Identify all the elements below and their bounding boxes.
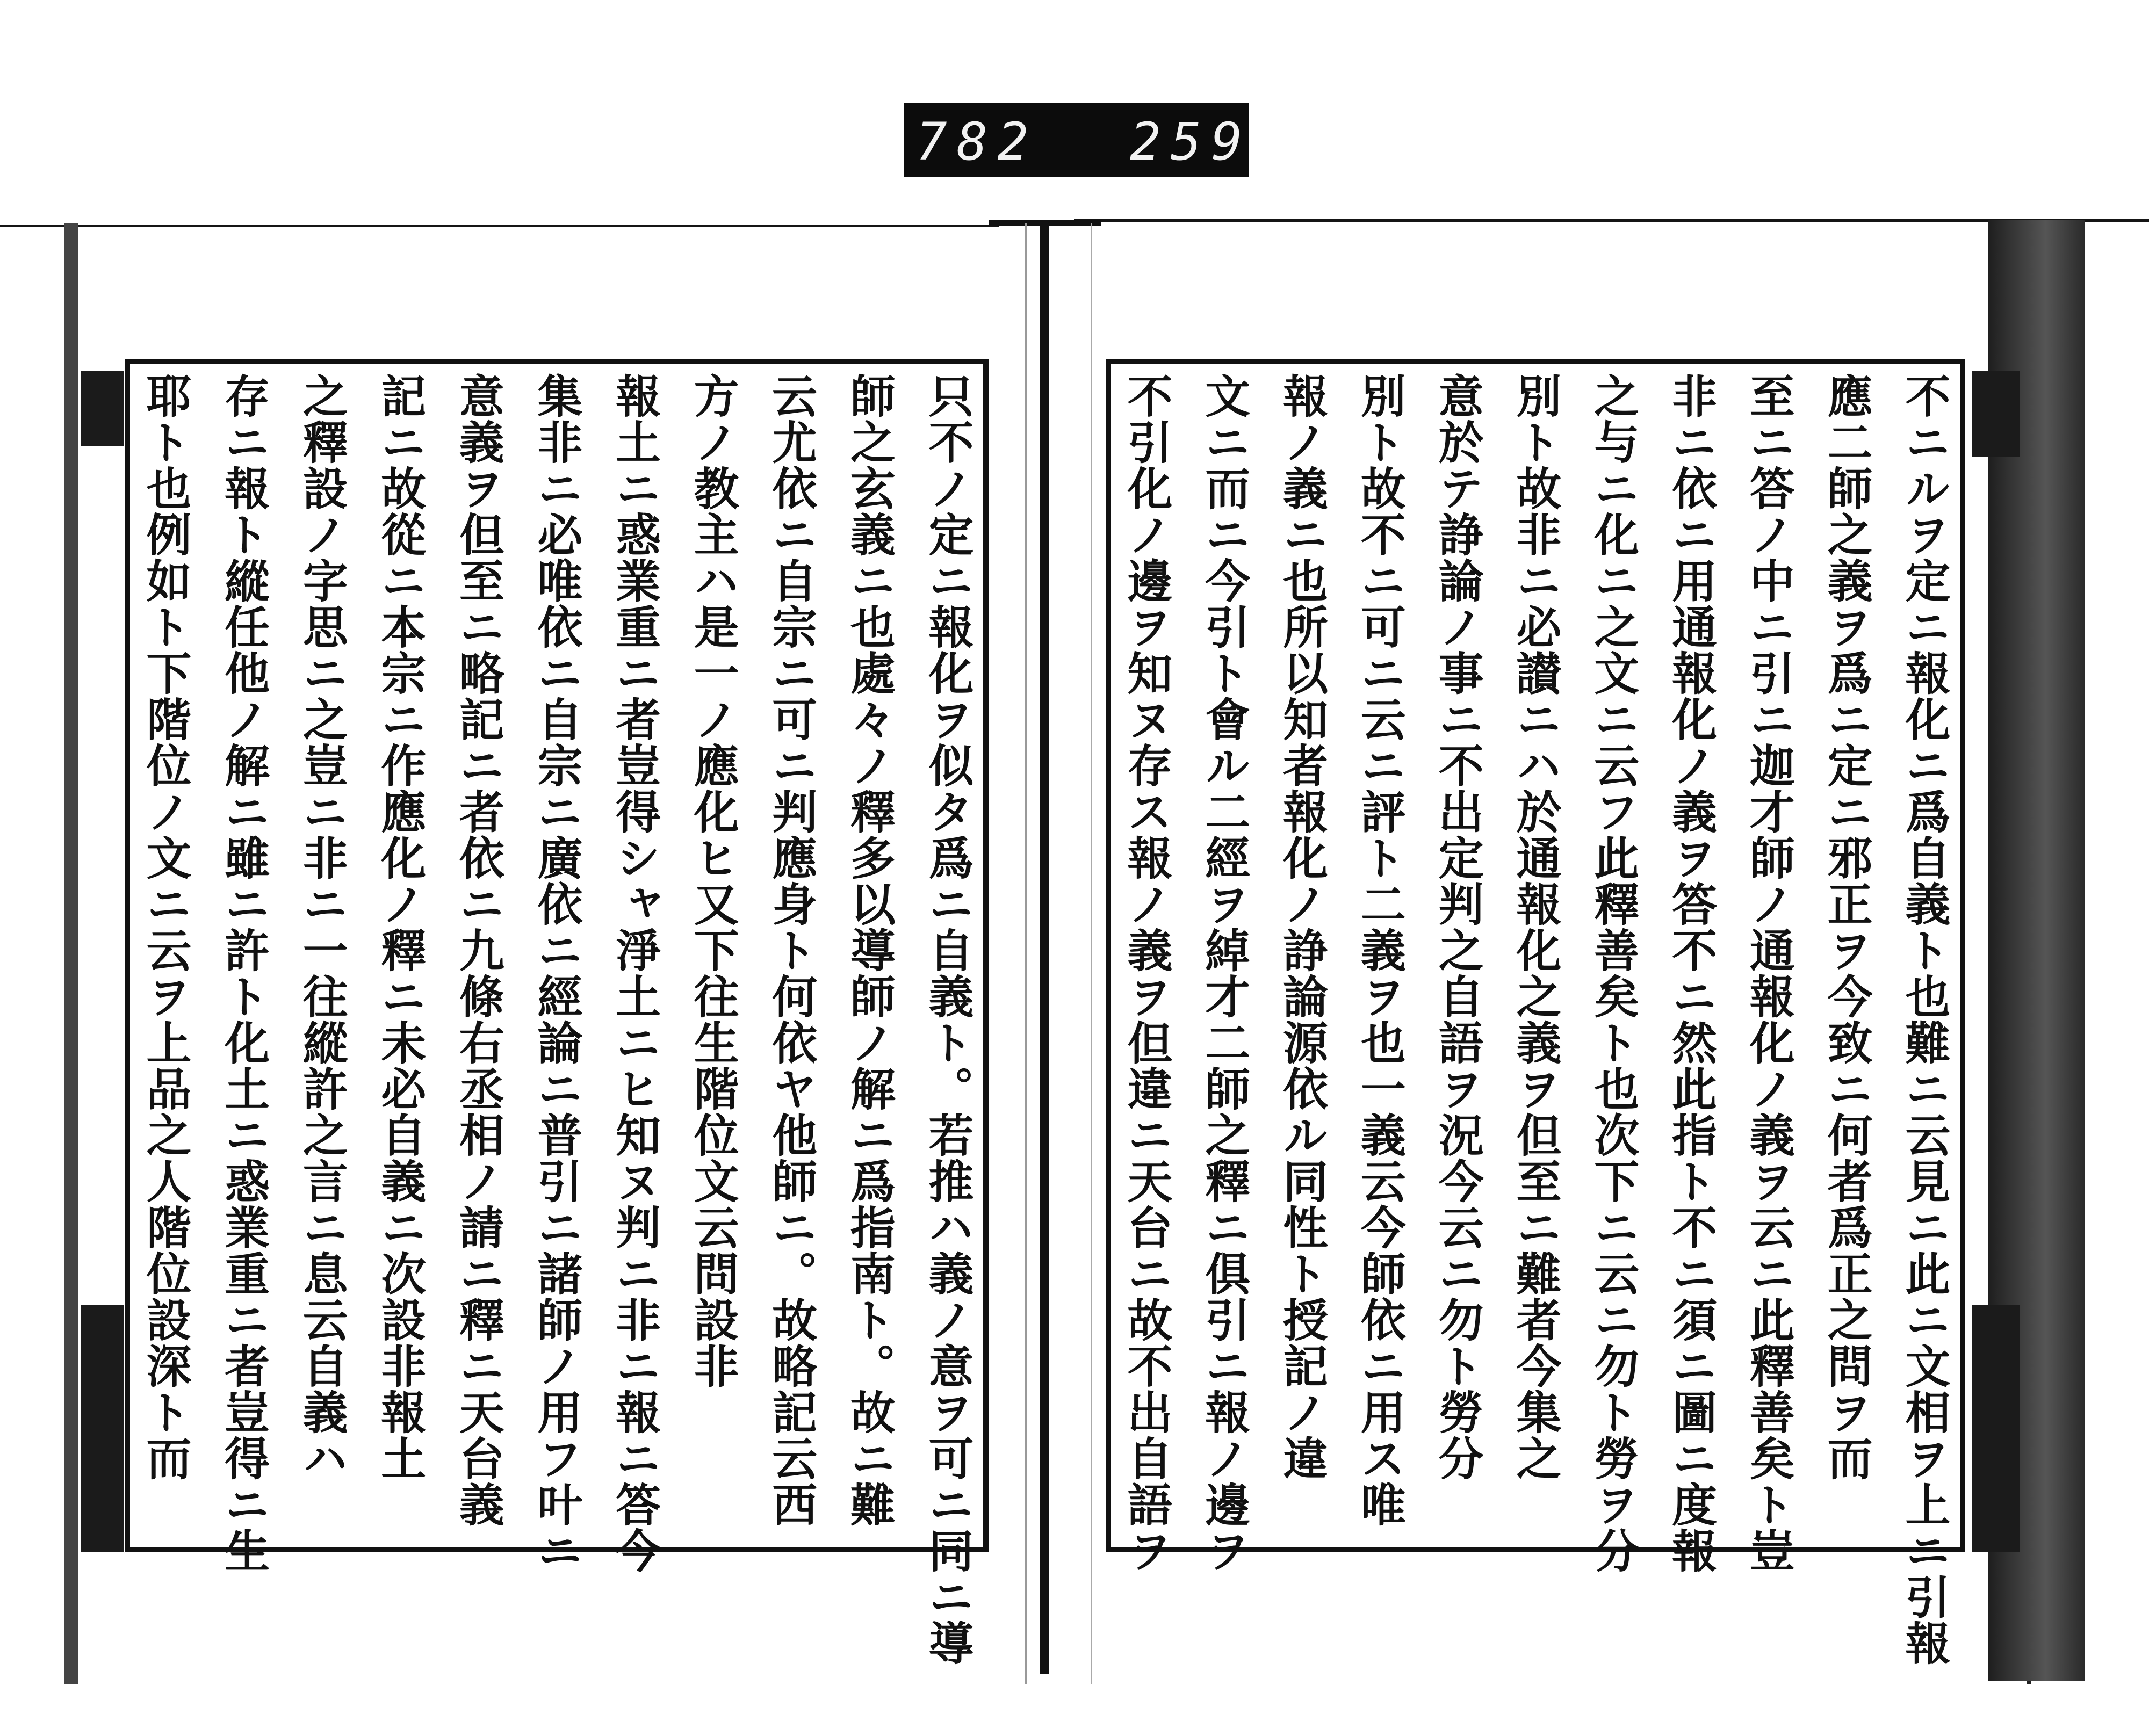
left-edge-band-bottom	[81, 1305, 124, 1552]
right-column-5: 之与ニ化ニ之文ニ云フ此釋善矣ト也次下ニ云ニ勿ト勞ヲ分	[1586, 373, 1640, 1574]
left-column-1: 只不ノ定ニ報化ヲ似タ爲ニ自義ト。若推ハ義ノ意ヲ可ニ同ニ導	[921, 373, 975, 1666]
right-text-block	[1106, 359, 1965, 1666]
right-column-4: 非ニ依ニ用通報化ノ義ヲ答不ニ然此指ト不ニ須ニ圖ニ度報	[1664, 373, 1718, 1574]
right-column-6: 別ト故非ニ必讃ニハ於通報化之義ヲ但至ニ難者今集之	[1509, 373, 1562, 1481]
left-text-block	[125, 359, 989, 1666]
right-column-1: 不ニルヲ定ニ報化ニ爲自義ト也難ニ云見ニ此ニ文相ヲ上ニ引報	[1898, 373, 1951, 1666]
catalog-number-right: 259	[1130, 112, 1252, 172]
left-column-5: 報土ニ惑業重ニ者豈得シャ淨土ニヒ知ヌ判ニ非ニ報ニ答今	[608, 373, 662, 1574]
catalog-plate	[904, 103, 1252, 177]
right-column-10: 文ニ而ニ今引ト會ル二經ヲ綽才二師之釋ニ俱引ニ報ノ邊ヲ	[1198, 373, 1251, 1574]
left-column-3: 云尤依ニ自宗ニ可ニ判應身ト何依ヤ他師ニ。故略記云西	[765, 373, 818, 1528]
right-column-3: 至ニ答ノ中ニ引ニ迦才師ノ通報化ノ義ヲ云ニ此釋善矣ト豈	[1742, 373, 1796, 1574]
right-column-2: 應二師之義ヲ爲ニ定ニ邪正ヲ今致ニ何者爲正之問ヲ而	[1820, 373, 1874, 1481]
left-edge-band-side	[64, 223, 78, 1684]
book-gutter	[1040, 223, 1049, 1674]
right-edge-band-bottom	[1972, 1305, 2020, 1552]
left-column-6: 集非ニ必唯依ニ自宗ニ廣依ニ經論ニ普引ニ諸師ノ用フ叶ニ	[530, 373, 583, 1574]
left-column-10: 存ニ報ト縱任他ノ解ニ雖ニ許ト化土ニ惑業重ニ者豈得ニ生	[217, 373, 271, 1574]
left-column-11: 耶ト也例如ト下階位ノ文ニ云ヲ上品之人階位設深ト而	[139, 373, 192, 1481]
left-column-4: 方ノ教主ハ是一ノ應化ヒ又下往生階位文云問設非	[687, 373, 740, 1389]
left-column-9: 之釋設ノ字思ニ之豈ニ非ニ一往縱許之言ニ息云自義ハ	[295, 373, 349, 1481]
right-column-7: 意於テ諍論ノ事ニ不出定判之自語ヲ況今云ニ勿ト勞分	[1431, 373, 1485, 1481]
left-column-7: 意義ヲ但至ニ略記ニ者依ニ九條右丞相ノ請ニ釋ニ天台義	[452, 373, 506, 1528]
right-column-8: 別ト故不ニ可ニ云ニ評ト二義ヲ也一義云今師依ニ用ス唯	[1353, 373, 1407, 1528]
right-edge-band-top	[1972, 371, 2020, 457]
left-column-2: 師之玄義ニ也處々ノ釋多以導師ノ解ニ爲指南ト。故ニ難	[843, 373, 897, 1528]
left-columns	[139, 373, 975, 1666]
left-edge-band-top	[81, 371, 124, 446]
right-column-11: 不引化ノ邊ヲ知ヌ存ス報ノ義ヲ但違ニ天台ニ故不出自語ヲ	[1120, 373, 1173, 1574]
catalog-number-left: 782	[916, 112, 1039, 172]
right-column-9: 報ノ義ニ也所以知者報化ノ諍論源依ル同性ト授記ノ違	[1275, 373, 1329, 1481]
left-column-8: 記ニ故從ニ本宗ニ作應化ノ釋ニ未必自義ニ次設非報土	[373, 373, 427, 1481]
right-columns	[1120, 373, 1951, 1666]
